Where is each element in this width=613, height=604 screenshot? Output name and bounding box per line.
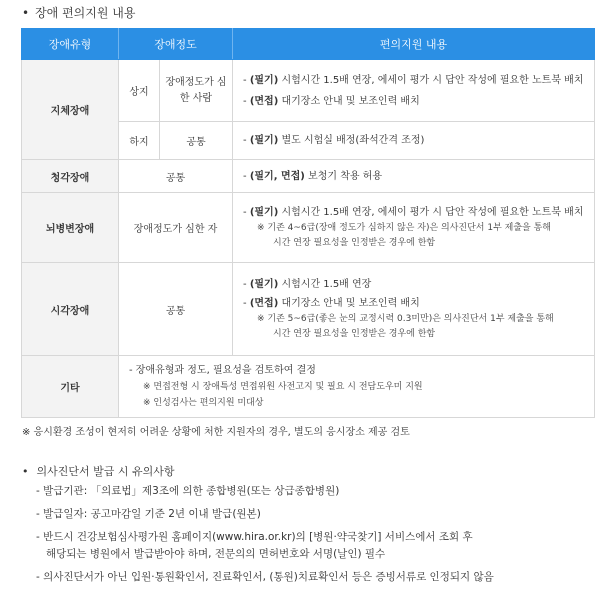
type-brain: 뇌병변장애 [22, 193, 119, 263]
type-other: 기타 [22, 356, 119, 418]
degree-hearing: 공통 [119, 160, 233, 193]
section-title-accommodations [22, 4, 135, 21]
list-item: - 발급기관: 「의료법」제3조에 의한 종합병원(또는 상급종합병원) [36, 485, 340, 497]
section-title-text: 의사진단서 발급 시 유의사항 [36, 465, 175, 478]
note-brain-2: 시간 연장 필요성을 인정받은 경우에 한함 [273, 238, 436, 248]
table-header-row [22, 29, 595, 60]
section-title-medical-certificate [22, 463, 175, 479]
table-row [22, 263, 595, 356]
note-brain-1: ※ 기존 4~6급(장애 정도가 심하지 않은 자)은 의사진단서 1부 제출을 통해 [257, 223, 551, 233]
section-title-text: 장애 편의지원 내용 [35, 6, 136, 20]
type-physical: 지체장애 [22, 60, 119, 160]
list-item: - 발급일자: 공고마감일 기준 2년 이내 발급(원본) [36, 508, 261, 520]
degree-visual: 공통 [119, 263, 233, 356]
grade-upper: 상지 [119, 60, 160, 122]
bullet-icon: • [22, 6, 30, 20]
note-other-1: ※ 면접전형 시 장애특성 면접위원 사전고지 및 필요 시 전담도우미 지원 [143, 382, 423, 392]
content-visual: - (필기) 시험시간 1.5배 연장 - (면접) 대기장소 안내 및 보조인력 배치 ※ 기존 5~6급(좋은 눈의 교정시력 0.3미만)은 의사진단서 1부 제출을 통해 시간 연장 필요성을 인정받은 경우에 한함 [233, 263, 595, 356]
degree-brain: 장애정도가 심한 자 [119, 193, 233, 263]
table-row [22, 160, 595, 193]
certificate-notes-list [36, 483, 494, 592]
content-physical-lower: - (필기) 별도 시험실 배정(좌석간격 조정) [233, 122, 595, 160]
degree-lower: 공통 [160, 122, 233, 160]
type-visual: 시각장애 [22, 263, 119, 356]
type-hearing: 청각장애 [22, 160, 119, 193]
header-type: 장애유형 [22, 29, 119, 60]
list-item: - 반드시 건강보험심사평가원 홈페이지(www.hira.or.kr)의 [병원·약국찾기] 서비스에서 조회 후 해당되는 병원에서 발급받아야 하며, 전문의의 면허번호와 서명(날인) 필수 [36, 531, 473, 560]
grade-lower: 하지 [119, 122, 160, 160]
header-degree: 장애정도 [119, 29, 233, 60]
note-visual-1: ※ 기존 5~6급(좋은 눈의 교정시력 0.3미만)은 의사진단서 1부 제출을 통해 [257, 314, 554, 324]
header-content: 편의지원 내용 [233, 29, 595, 60]
table-row [22, 356, 595, 418]
bullet-icon: • [22, 465, 29, 478]
content-physical-upper: - (필기) 시험시간 1.5배 연장, 에세이 평가 시 답안 작성에 필요한 노트북 배치 - (면접) 대기장소 안내 및 보조인력 배치 [233, 60, 595, 122]
content-brain: - (필기) 시험시간 1.5배 연장, 에세이 평가 시 답안 작성에 필요한 노트북 배치 ※ 기존 4~6급(장애 정도가 심하지 않은 자)은 의사진단서 1부 제출을 통해 시간 연장 필요성을 인정받은 경우에 한함 [233, 193, 595, 263]
note-visual-2: 시간 연장 필요성을 인정받은 경우에 한함 [273, 329, 436, 339]
degree-upper: 장애정도가 심한 사람 [160, 60, 233, 122]
accommodation-table [21, 28, 595, 418]
table-row [22, 193, 595, 263]
table-row [22, 60, 595, 122]
exam-venue-note: ※ 응시환경 조성이 현저히 어려운 상황에 처한 지원자의 경우, 별도의 응시장소 제공 검토 [22, 427, 410, 438]
list-item: - 의사진단서가 아닌 입원·통원확인서, 진료확인서, (통원)치료확인서 등은 증빙서류로 인정되지 않음 [36, 571, 494, 583]
content-other: - 장애유형과 정도, 필요성을 검토하여 결정 ※ 면접전형 시 장애특성 면접위원 사전고지 및 필요 시 전담도우미 지원 ※ 인성검사는 편의지원 미대상 [119, 356, 595, 418]
content-hearing: - (필기, 면접) 보청기 착용 허용 [233, 160, 595, 193]
note-other-2: ※ 인성검사는 편의지원 미대상 [143, 398, 264, 408]
